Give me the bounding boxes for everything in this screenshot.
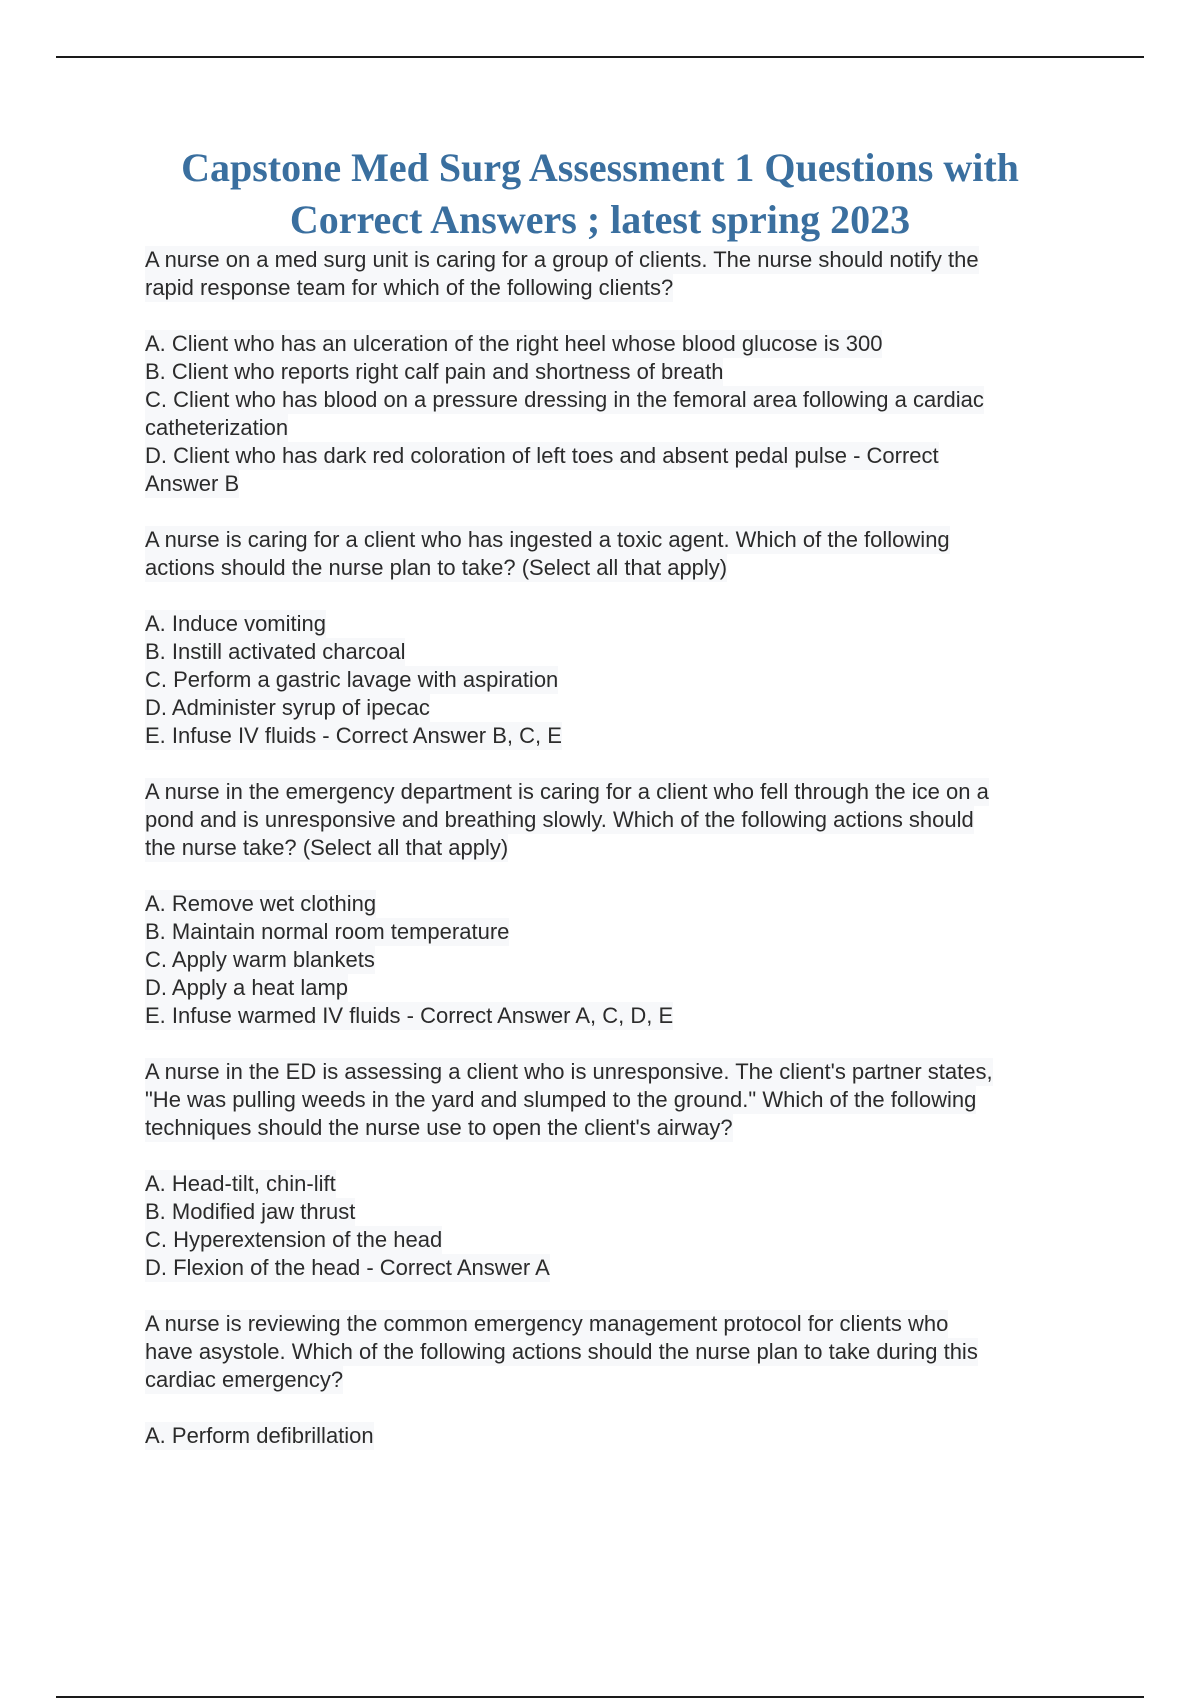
option-a: A. Induce vomiting xyxy=(145,611,326,636)
question-1-options xyxy=(145,330,1095,498)
option-b: B. Instill activated charcoal xyxy=(145,639,406,664)
option-a: A. Head-tilt, chin-lift xyxy=(145,1171,336,1196)
option-a: A. Client who has an ulceration of the right heel whose blood glucose is 300 xyxy=(145,331,883,356)
stem-line: "He was pulling weeds in the yard and slumped to the ground." Which of the following xyxy=(145,1087,977,1112)
correct-answer: Answer B xyxy=(145,471,240,496)
title-line-2: Correct Answers ; latest spring 2023 xyxy=(289,197,911,242)
option-c-continued: catheterization xyxy=(145,415,289,440)
stem-line: the nurse take? (Select all that apply) xyxy=(145,835,509,860)
stem-line: pond and is unresponsive and breathing slowly. Which of the following actions should xyxy=(145,807,974,832)
document-title xyxy=(60,142,1140,246)
top-rule xyxy=(56,56,1144,58)
stem-line: A nurse on a med surg unit is caring for a group of clients. The nurse should notify the xyxy=(145,247,979,272)
stem-line: cardiac emergency? xyxy=(145,1367,344,1392)
title-line-1: Capstone Med Surg Assessment 1 Questions with xyxy=(181,145,1019,190)
stem-line: A nurse in the emergency department is caring for a client who fell through the ice on a xyxy=(145,779,989,804)
question-5-options xyxy=(145,1422,1095,1450)
option-d: D. Administer syrup of ipecac xyxy=(145,695,430,720)
option-a: A. Remove wet clothing xyxy=(145,891,377,916)
question-4-options xyxy=(145,1170,1095,1282)
stem-line: rapid response team for which of the following clients? xyxy=(145,275,674,300)
option-e: E. Infuse warmed IV fluids - Correct Answer A, C, D, E xyxy=(145,1003,674,1028)
question-2-options xyxy=(145,610,1095,750)
question-list xyxy=(145,246,1095,1478)
stem-line: techniques should the nurse use to open the client's airway? xyxy=(145,1115,733,1140)
option-b: B. Modified jaw thrust xyxy=(145,1199,356,1224)
stem-line: A nurse in the ED is assessing a client who is unresponsive. The client's partner states, xyxy=(145,1059,993,1084)
option-c: C. Perform a gastric lavage with aspiration xyxy=(145,667,559,692)
option-a: A. Perform defibrillation xyxy=(145,1423,374,1448)
option-e: E. Infuse IV fluids - Correct Answer B, C, E xyxy=(145,723,562,748)
stem-line: have asystole. Which of the following actions should the nurse plan to take during this xyxy=(145,1339,978,1364)
option-b: B. Maintain normal room temperature xyxy=(145,919,510,944)
option-c: C. Client who has blood on a pressure dressing in the femoral area following a cardiac xyxy=(145,387,984,412)
question-5-stem xyxy=(145,1310,1095,1394)
question-4-stem xyxy=(145,1058,1095,1142)
question-1-stem xyxy=(145,246,1095,302)
question-3-options xyxy=(145,890,1095,1030)
option-d: D. Apply a heat lamp xyxy=(145,975,349,1000)
option-c: C. Apply warm blankets xyxy=(145,947,375,972)
stem-line: A nurse is reviewing the common emergency management protocol for clients who xyxy=(145,1311,949,1336)
bottom-rule xyxy=(56,1696,1144,1698)
option-d: D. Client who has dark red coloration of left toes and absent pedal pulse - Correct xyxy=(145,443,939,468)
question-2-stem xyxy=(145,526,1095,582)
option-b: B. Client who reports right calf pain and shortness of breath xyxy=(145,359,724,384)
option-c: C. Hyperextension of the head xyxy=(145,1227,443,1252)
question-3-stem xyxy=(145,778,1095,862)
stem-line: A nurse is caring for a client who has ingested a toxic agent. Which of the following xyxy=(145,527,950,552)
stem-line: actions should the nurse plan to take? (Select all that apply) xyxy=(145,555,728,580)
option-d: D. Flexion of the head - Correct Answer A xyxy=(145,1255,550,1280)
